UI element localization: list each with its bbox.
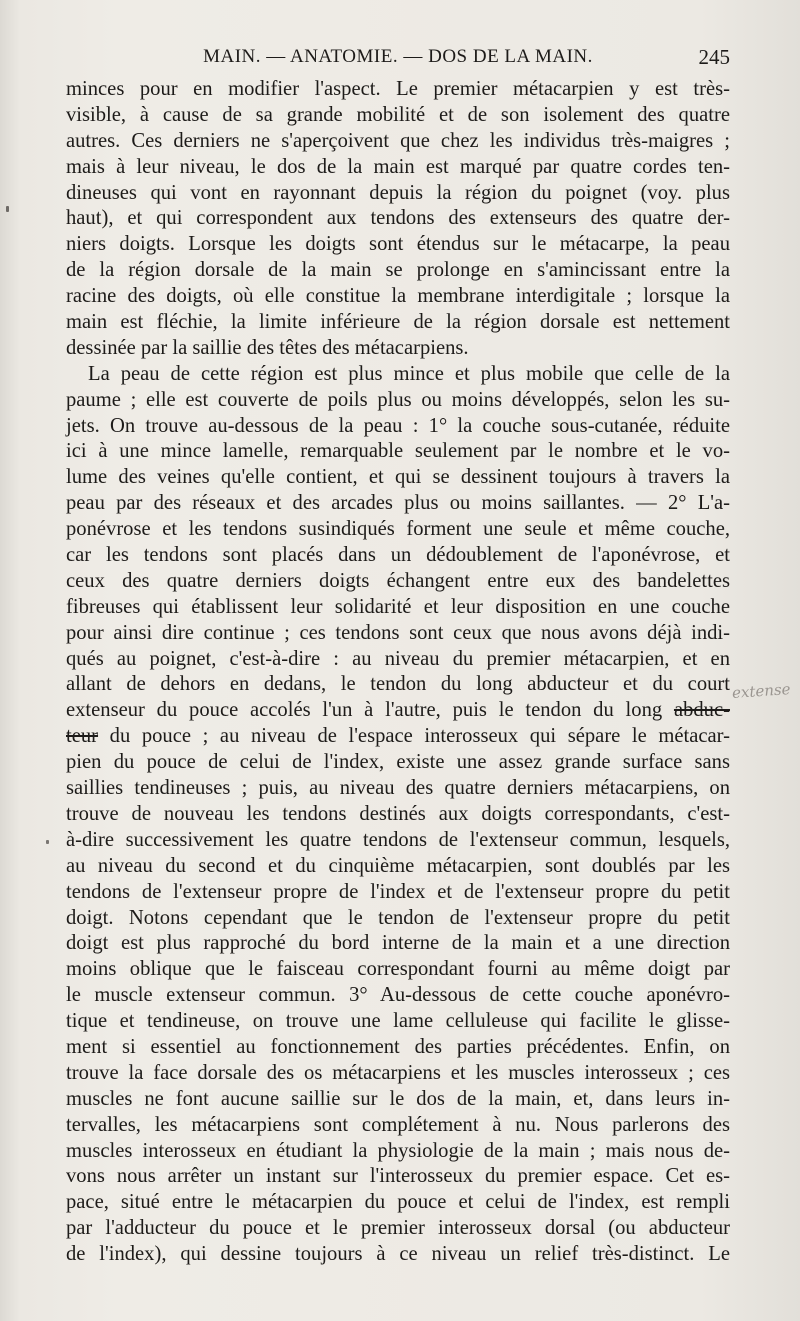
text-line: qués au poignet, c'est-à-dire : au niveau du premier métacarpien, et en xyxy=(66,647,730,670)
ink-speck xyxy=(46,840,49,844)
text-line: trouve de nouveau les tendons destinés aux doigts correspondants, c'est- xyxy=(66,802,730,825)
page-number: 245 xyxy=(698,45,730,69)
text-line: car les tendons sont placés dans un dédoublement de l'aponévrose, et xyxy=(66,544,730,567)
text-line: racine des doigts, où elle constitue la membrane interdigitale ; lorsque la xyxy=(66,285,730,308)
text-line: autres. Ces derniers ne s'aperçoivent que chez les individus très-maigres ; xyxy=(66,129,730,152)
text-line: de la région dorsale de la main se prolonge en s'amincissant entre la xyxy=(66,259,730,282)
text-line: le muscle extenseur commun. 3° Au-dessous de cette couche aponévro- xyxy=(66,984,730,1007)
paragraph-start-line: La peau de cette région est plus mince et plus mobile que celle de la xyxy=(88,362,730,385)
text-line: doigt. Notons cependant que le tendon de l'extenseur propre du petit xyxy=(66,906,730,929)
text-line: par l'adducteur du pouce et le premier interosseux dorsal (ou abducteur xyxy=(66,1217,730,1240)
text-line: tendons de l'extenseur propre de l'index et de l'extenseur propre du petit xyxy=(66,880,730,903)
text-line: doigt est plus rapproché du bord interne de la main et a une direction xyxy=(66,932,730,955)
handwritten-margin-note: extense xyxy=(731,679,792,703)
text-line: pace, situé entre le métacarpien du pouce et celui de l'index, est rempli xyxy=(66,1191,730,1214)
text-line: de l'index), qui dessine toujours à ce niveau un relief très-distinct. Le xyxy=(66,1243,730,1266)
text-line: tervalles, les métacarpiens sont complétement à nu. Nous parlerons des xyxy=(66,1113,730,1136)
text-line: haut), et qui correspondent aux tendons des extenseurs des quatre der- xyxy=(66,207,730,230)
text-line: dineuses qui vont en rayonnant depuis la région du poignet (voy. plus xyxy=(66,181,730,204)
text-line: paume ; elle est couverte de poils plus ou moins développés, selon les su- xyxy=(66,388,730,411)
text-line-with-struck-word xyxy=(66,724,730,750)
text-line: jets. On trouve au-dessous de la peau : 1° la couche sous-cutanée, réduite xyxy=(66,414,730,437)
ink-speck xyxy=(6,206,9,212)
text-line: ceux des quatre derniers doigts échangent entre eux des bandelettes xyxy=(66,569,730,592)
text-line: trouve la face dorsale des os métacarpiens et les muscles interosseux ; ces xyxy=(66,1061,730,1084)
text-line-with-struck-word xyxy=(66,698,730,724)
struck-word: teur xyxy=(66,725,99,748)
text-line: pour ainsi dire continue ; ces tendons sont ceux que nous avons déjà indi- xyxy=(66,621,730,644)
text-line: ponévrose et les tendons susindiqués forment une seule et même couche, xyxy=(66,518,730,541)
text-line: niers doigts. Lorsque les doigts sont étendus sur le métacarpe, la peau xyxy=(66,233,730,256)
text-line: vons nous arrêter un instant sur l'interosseux du premier espace. Cet es- xyxy=(66,1165,730,1188)
text-line: fibreuses qui établissent leur solidarité et leur disposition en une couche xyxy=(66,595,730,618)
text-line: dessinée par la saillie des têtes des métacarpiens. xyxy=(66,336,469,359)
text-line: ici à une mince lamelle, remarquable seulement par le nombre et le vo- xyxy=(66,440,730,463)
text-line: muscles ne font aucune saillie sur le dos de la main, et, dans leurs in- xyxy=(66,1087,730,1110)
text-line: allant de dehors en dedans, le tendon du long abducteur et du court xyxy=(66,673,730,696)
text-line: tique et tendineuse, on trouve une lame celluleuse qui facilite le glisse- xyxy=(66,1010,730,1033)
text-line: minces pour en modifier l'aspect. Le premier métacarpien y est très- xyxy=(66,78,730,100)
line-text: du pouce ; au niveau de l'espace interosseux qui sépare le métacar- xyxy=(109,725,730,748)
text-line: muscles interosseux en étudiant la physiologie de la main ; mais nous de- xyxy=(66,1139,730,1162)
body-text xyxy=(66,77,730,1268)
line-text: extenseur du pouce accolés l'un à l'autre, puis le tendon du long xyxy=(66,699,663,722)
running-head: MAIN. — ANATOMIE. — DOS DE LA MAIN. xyxy=(203,46,593,67)
text-line: à-dire successivement les quatre tendons de l'extenseur commun, lesquels, xyxy=(66,828,730,851)
text-line: au niveau du second et du cinquième métacarpien, sont doublés par les xyxy=(66,854,730,877)
text-line: mais à leur niveau, le dos de la main est marqué par quatre cordes ten- xyxy=(66,155,730,178)
text-line: saillies tendineuses ; puis, au niveau des quatre derniers métacarpiens, on xyxy=(66,777,730,800)
text-line: main est fléchie, la limite inférieure de la région dorsale est nettement xyxy=(66,311,730,334)
text-line: peau par des réseaux et des arcades plus ou moins saillantes. — 2° L'a- xyxy=(66,492,730,515)
struck-word: abduc- xyxy=(673,699,730,722)
page-header xyxy=(66,43,730,71)
text-line: moins oblique que le faisceau correspondant fourni au même doigt par xyxy=(66,958,730,981)
text-line: visible, à cause de sa grande mobilité et de son isolement des quatre xyxy=(66,103,730,126)
text-line: lume des veines qu'elle contient, et qui se dessinent toujours à travers la xyxy=(66,466,730,489)
text-line: pien du pouce de celui de l'index, existe une assez grande surface sans xyxy=(66,751,730,774)
text-line: ment si essentiel au fonctionnement des parties précédentes. Enfin, on xyxy=(66,1035,730,1058)
